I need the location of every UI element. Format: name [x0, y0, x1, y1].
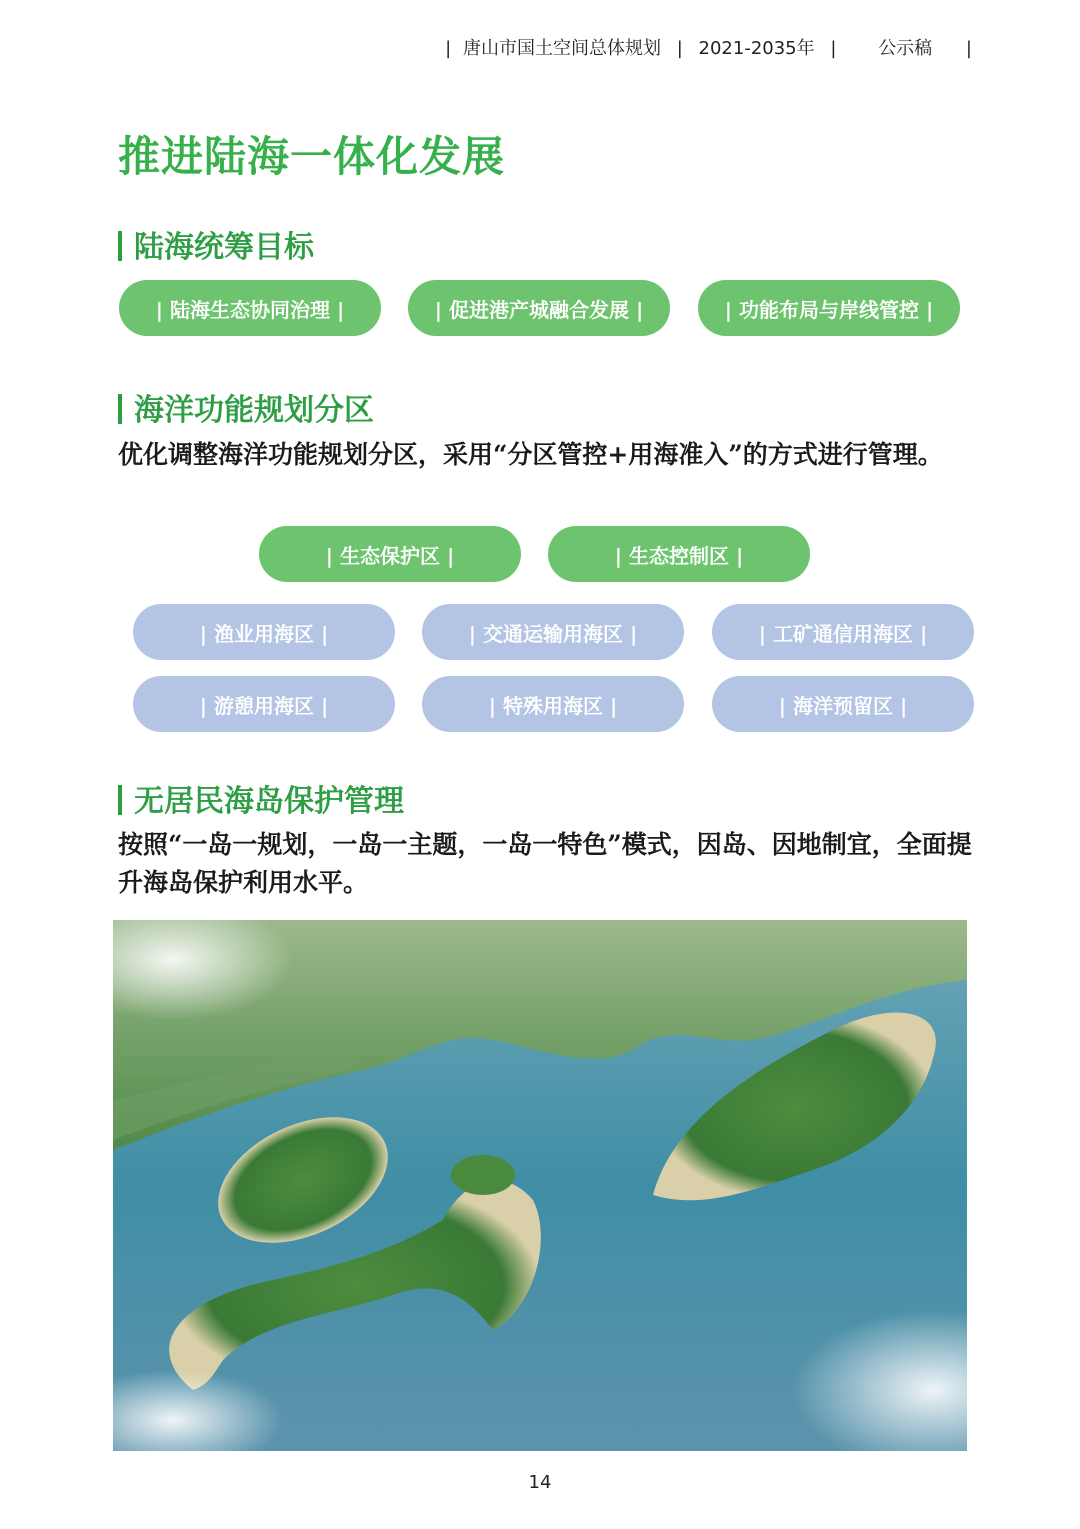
section-heading-islands: 无居民海岛保护管理: [118, 776, 404, 820]
aerial-illustration: [113, 920, 967, 1451]
section-heading-zoning: 海洋功能规划分区: [118, 385, 374, 429]
zone-pill-ecological-protection: | 生态保护区 |: [259, 526, 521, 582]
header-status: 公示稿: [878, 38, 933, 59]
running-header: | 唐山市国土空间总体规划 | 2021-2035年 | 公示稿 |: [445, 34, 972, 60]
goal-pill-1: | 陆海生态协同治理 |: [119, 280, 381, 336]
zone-pill-industrial: | 工矿通信用海区 |: [712, 604, 974, 660]
page-number: 14: [528, 1472, 552, 1493]
island-aerial-rendering: [113, 920, 967, 1451]
zone-pill-reserve: | 海洋预留区 |: [712, 676, 974, 732]
zone-pill-recreation: | 游憩用海区 |: [133, 676, 395, 732]
goal-pill-3: | 功能布局与岸线管控 |: [698, 280, 960, 336]
zone-pill-special: | 特殊用海区 |: [422, 676, 684, 732]
islands-description: 按照“一岛一规划，一岛一主题，一岛一特色”模式，因岛、因地制宜，全面提升海岛保护利用水平。: [118, 830, 972, 897]
zone-pill-fishery: | 渔业用海区 |: [133, 604, 395, 660]
section-heading-coordination: 陆海统筹目标: [118, 222, 314, 266]
goal-pill-2: | 促进港产城融合发展 |: [408, 280, 670, 336]
heading-bar: [118, 394, 122, 424]
zone-pill-ecological-control: | 生态控制区 |: [548, 526, 810, 582]
heading-bar: [118, 785, 122, 815]
zoning-description: 优化调整海洋功能规划分区，采用“分区管控+用海准入”的方式进行管理。: [118, 440, 943, 469]
header-doc-title: 唐山市国土空间总体规划: [462, 38, 661, 59]
heading-bar: [118, 231, 122, 261]
page-title: 推进陆海一体化发展: [118, 132, 506, 181]
zone-pill-transport: | 交通运输用海区 |: [422, 604, 684, 660]
header-period: 2021-2035年: [698, 38, 815, 59]
